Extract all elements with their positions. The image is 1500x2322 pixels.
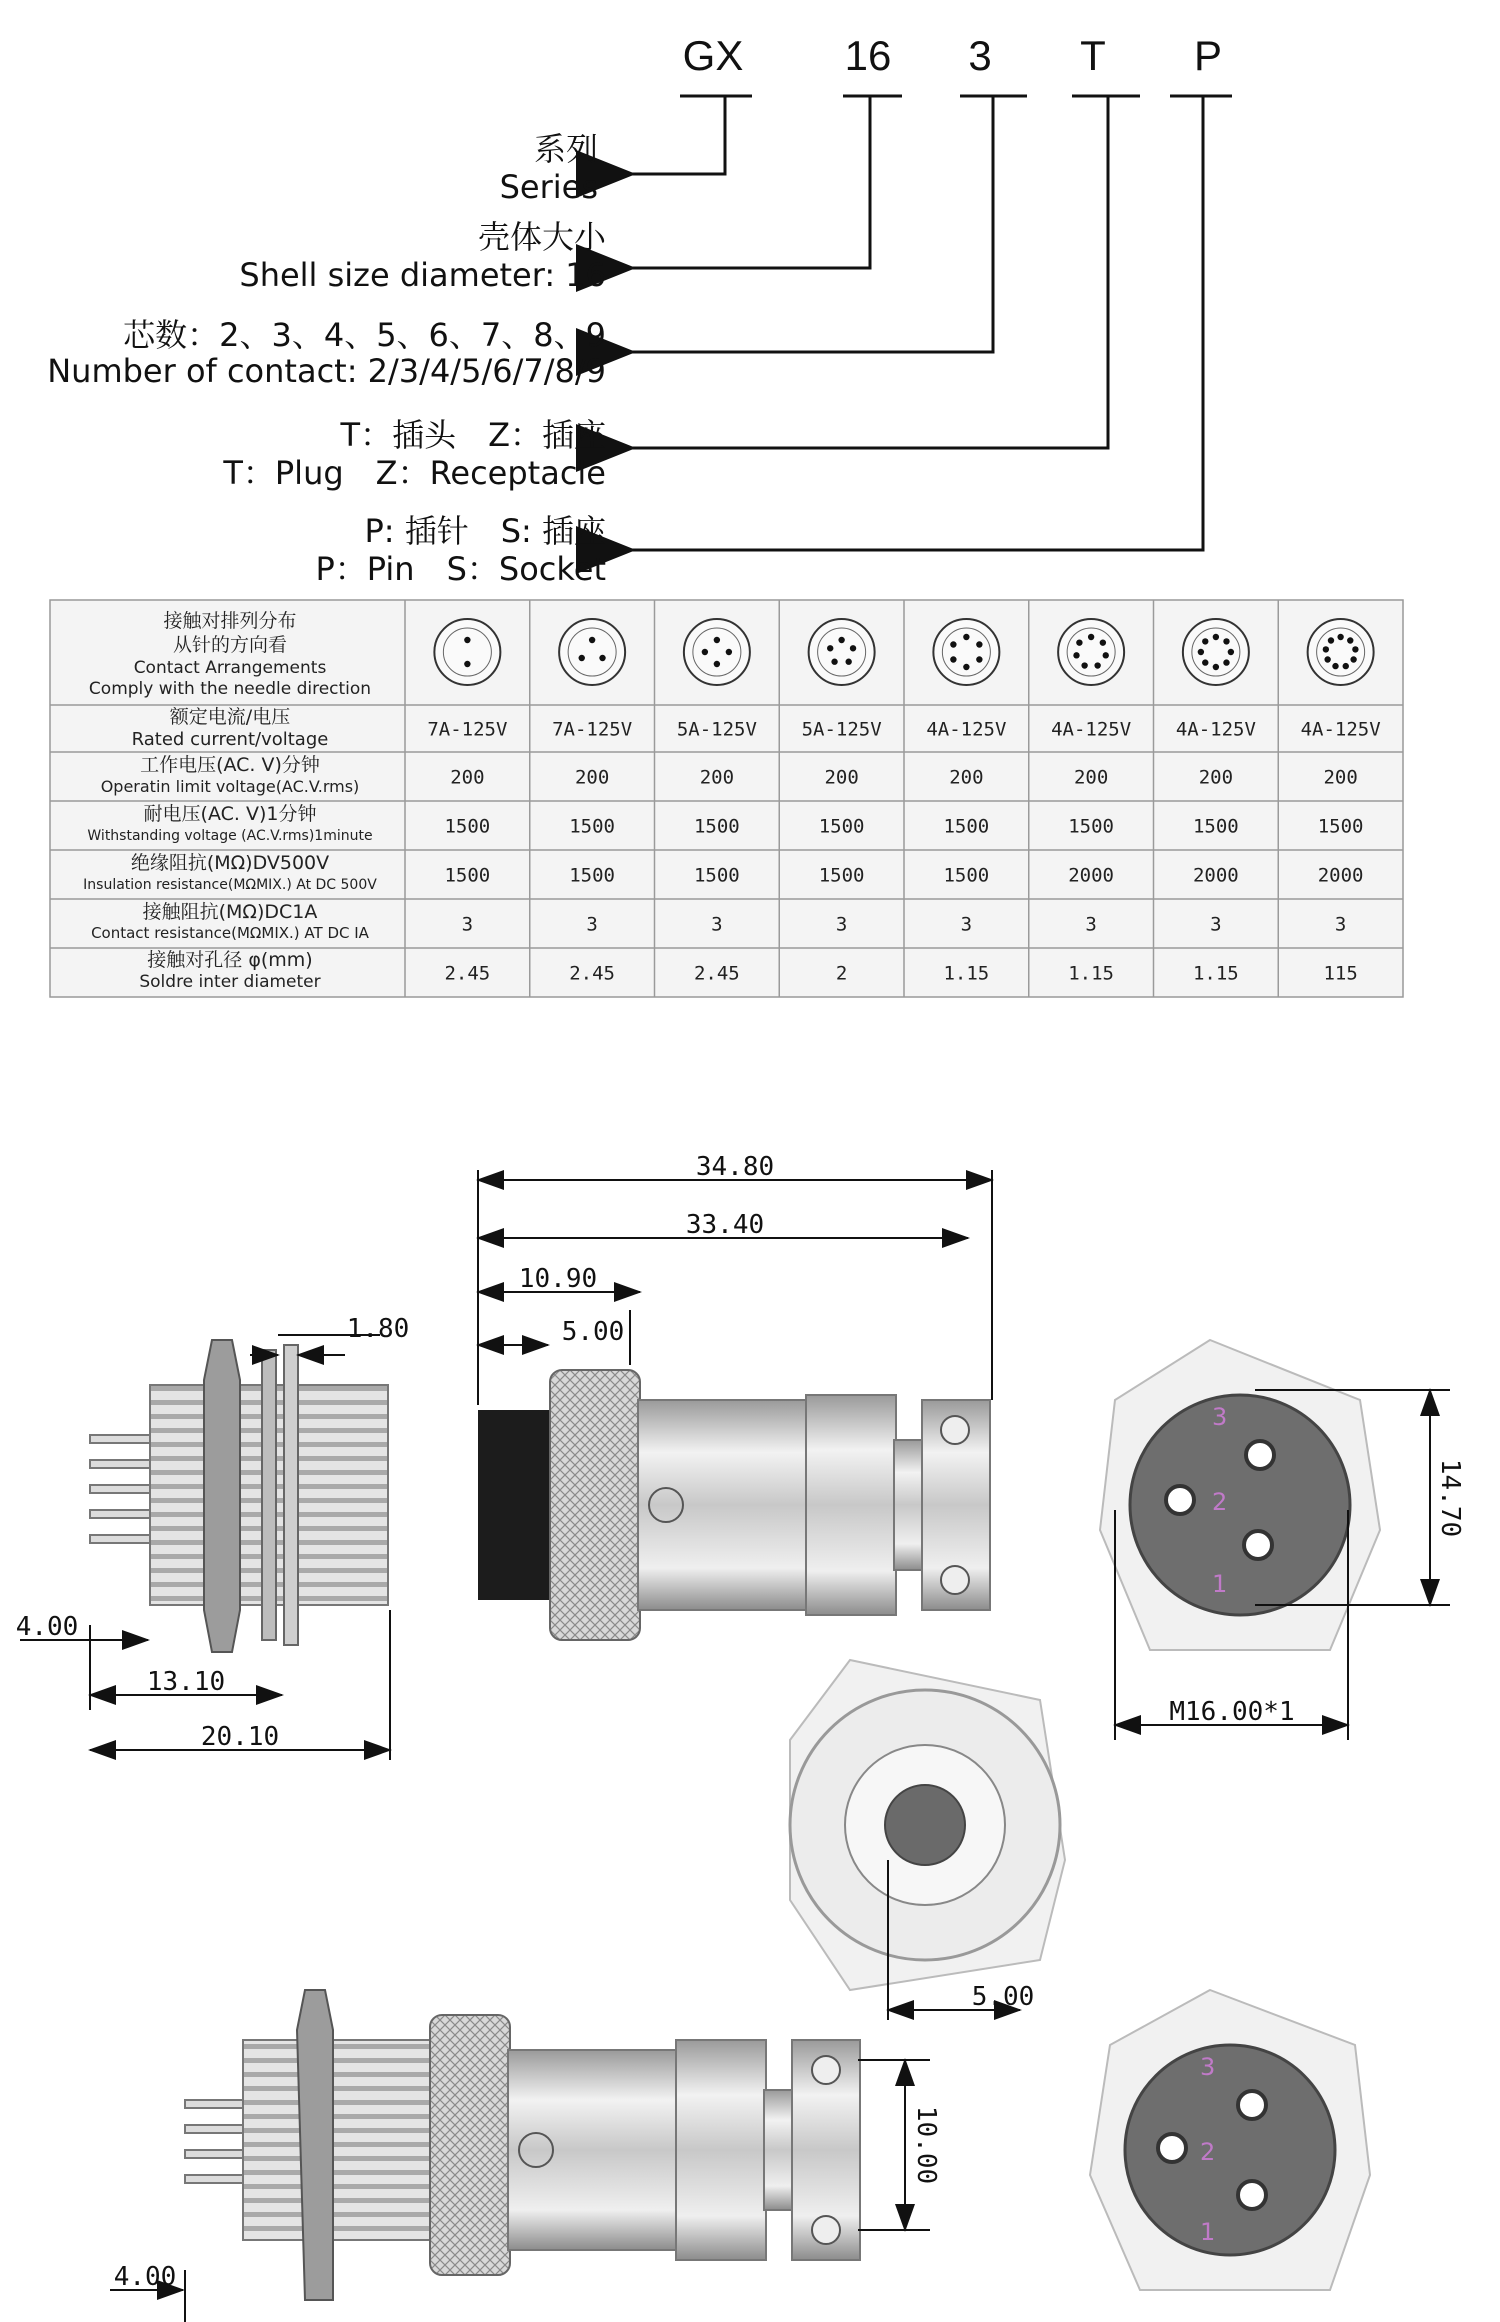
contact-arrangement-8-pin-icon xyxy=(1183,619,1249,685)
contact-arrangement-5-pin-icon xyxy=(809,619,875,685)
header-arrangement-en: Contact Arrangements xyxy=(133,658,327,678)
face-pin-2 xyxy=(1166,1486,1194,1514)
header-solder-en: Soldre inter diameter xyxy=(139,972,321,992)
spec-cell: 1.15 xyxy=(943,962,990,985)
receptacle-side-view xyxy=(90,1340,388,1652)
contact-arrangement-9-pin-icon xyxy=(1308,619,1374,685)
spec-cell: 1500 xyxy=(1068,815,1115,838)
code-explanations xyxy=(47,130,607,588)
dim-plug-diameter: 10.00 xyxy=(911,2105,941,2185)
bottom-pin-label-1: 1 xyxy=(1200,2218,1216,2246)
code-contacts: 3 xyxy=(968,32,992,79)
bottom-collar xyxy=(676,2040,766,2260)
contact-arrangement-4-pin-icon xyxy=(684,619,750,685)
bottom-pin-label-3: 3 xyxy=(1200,2053,1216,2081)
spec-cell: 1500 xyxy=(818,815,865,838)
spec-cell: 3 xyxy=(586,913,598,936)
series-label-cn: 系列 xyxy=(533,130,598,168)
spec-cell: 200 xyxy=(949,766,984,789)
plug-knurled-nut xyxy=(550,1370,640,1640)
spec-cell: 1500 xyxy=(1317,815,1364,838)
bottom-solder-pins xyxy=(185,2100,245,2183)
header-contact-res-en: Contact resistance(MΩMIX.) AT DC IA xyxy=(91,924,369,942)
contacts-label-en: Number of contact: 2/3/4/5/6/7/8/9 xyxy=(47,352,606,390)
code-series: GX xyxy=(682,32,744,79)
spec-cell: 2000 xyxy=(1317,864,1364,887)
header-contact-res-cn: 接触阻抗(MΩ)DC1A xyxy=(142,901,318,923)
header-rated-cn: 额定电流/电压 xyxy=(169,706,291,728)
spec-cell: 1500 xyxy=(569,864,616,887)
type-label-en: T：Plug Z：Receptacle xyxy=(223,454,606,492)
face-pin-label-1: 1 xyxy=(1212,1570,1228,1598)
spec-cell: 7A-125V xyxy=(552,718,633,741)
spec-cell: 3 xyxy=(1085,913,1097,936)
header-operating-en: Operatin limit voltage(AC.V.rms) xyxy=(100,777,360,796)
contact-arrangement-3-pin-icon xyxy=(559,619,625,685)
header-operating-cn: 工作电压(AC. V)分钟 xyxy=(140,754,320,776)
plug-collar xyxy=(806,1395,896,1615)
socket-face-view xyxy=(790,1660,1065,1990)
spec-cell: 4A-125V xyxy=(1051,718,1132,741)
bottom-neck xyxy=(764,2090,794,2210)
spec-cell: 2000 xyxy=(1068,864,1115,887)
plug-cable-end xyxy=(478,1410,558,1600)
spec-cell: 2.45 xyxy=(444,962,491,985)
spec-cell: 200 xyxy=(699,766,735,789)
spec-cell: 2.45 xyxy=(569,962,616,985)
dim-receptacle-length: 20.10 xyxy=(200,1722,280,1752)
dim-bottom-pin-protrusion: 4.00 xyxy=(113,2262,177,2292)
header-insulation-cn: 绝缘阻抗(MΩ)DV500V xyxy=(130,852,330,874)
header-withstand-en: Withstanding voltage (AC.V.rms)1minute xyxy=(87,828,373,844)
spec-cell: 200 xyxy=(1323,766,1358,789)
spec-cell: 200 xyxy=(1198,766,1234,789)
socket-core xyxy=(885,1785,965,1865)
clamp-screw-bottom-icon xyxy=(941,1566,969,1594)
spec-cell: 1500 xyxy=(569,815,616,838)
spec-cell: 1500 xyxy=(818,864,865,887)
bottom-clamp-screw-top-icon xyxy=(812,2056,840,2084)
header-rated-en: Rated current/voltage xyxy=(131,729,329,750)
dim-face-height: 14.70 xyxy=(1435,1458,1465,1538)
header-arrangement-cn: 接触对排列分布 xyxy=(163,610,297,632)
bottom-clamp-screw-bottom-icon xyxy=(812,2216,840,2244)
code-type: T xyxy=(1080,32,1106,79)
spec-cell: 1500 xyxy=(943,864,990,887)
dim-hex-offset: 5.00 xyxy=(971,1982,1035,2012)
contact-arrangement-7-pin-icon xyxy=(1058,619,1124,685)
pin-label-cn: P: 插针 S: 插座 xyxy=(364,512,606,550)
header-solder-cn: 接触对孔径 φ(mm) xyxy=(147,949,313,971)
receptacle-hex-nut xyxy=(204,1340,240,1652)
dim-overall-length: 34.80 xyxy=(695,1152,775,1182)
spec-cell: 200 xyxy=(824,766,859,789)
spec-cell: 1500 xyxy=(1192,815,1239,838)
face-pin-1 xyxy=(1244,1531,1272,1559)
receptacle-solder-pins xyxy=(90,1435,152,1543)
spec-cell: 3 xyxy=(1210,913,1222,936)
type-label-cn: T：插头 Z：插座 xyxy=(340,416,606,454)
shell-label-cn: 壳体大小 xyxy=(477,218,606,256)
dim-pin-protrusion: 4.00 xyxy=(15,1612,79,1642)
contacts-label-cn: 芯数：2、3、4、5、6、7、8、9 xyxy=(123,316,606,354)
header-arrangement-cn2: 从针的方向看 xyxy=(172,634,288,656)
series-label-en: Series xyxy=(499,168,598,206)
spec-table xyxy=(50,600,1403,997)
spec-cell: 200 xyxy=(574,766,610,789)
spec-cell: 115 xyxy=(1323,962,1358,985)
spec-cell: 1500 xyxy=(444,864,491,887)
dim-body-length: 33.40 xyxy=(685,1210,765,1240)
dim-nut-length: 10.90 xyxy=(518,1264,598,1294)
plug-face-view xyxy=(1100,1340,1380,1650)
header-insulation-en: Insulation resistance(MΩMIX.) At DC 500V xyxy=(83,877,377,893)
bottom-hex-nut xyxy=(297,1990,333,2300)
plug-neck xyxy=(894,1440,924,1570)
spec-cell: 2 xyxy=(835,962,848,985)
face-pin-3 xyxy=(1246,1441,1274,1469)
code-shell-size: 16 xyxy=(844,32,892,79)
pin-label-en: P：Pin S：Socket xyxy=(315,550,606,588)
spec-cell: 3 xyxy=(960,913,973,936)
dim-thread-length: 13.10 xyxy=(146,1667,226,1697)
face-pin-label-3: 3 xyxy=(1212,1403,1228,1431)
contact-arrangement-6-pin-icon xyxy=(933,619,999,685)
shell-label-en: Shell size diameter: 16 xyxy=(239,256,606,294)
spec-cell: 3 xyxy=(461,913,474,936)
bottom-face-pin-2 xyxy=(1158,2134,1186,2162)
bottom-face-pin-1 xyxy=(1238,2181,1266,2209)
bottom-thread xyxy=(243,2040,433,2240)
spec-cell: 4A-125V xyxy=(1175,718,1256,741)
spec-cell: 3 xyxy=(1334,913,1347,936)
plug-side-view xyxy=(478,1370,990,1640)
dim-thread-spec: M16.00*1 xyxy=(1169,1697,1295,1727)
spec-cell: 1500 xyxy=(943,815,990,838)
spec-cell: 1500 xyxy=(693,815,740,838)
receptacle-washer xyxy=(284,1345,298,1645)
spec-cell: 1500 xyxy=(444,815,491,838)
contact-arrangement-2-pin-icon xyxy=(434,619,500,685)
face-pin-label-2: 2 xyxy=(1212,1488,1228,1516)
spec-cell: 2.45 xyxy=(693,962,740,985)
spec-cell: 7A-125V xyxy=(427,718,508,741)
spec-cell: 200 xyxy=(1073,766,1109,789)
bottom-assembly-view xyxy=(185,1990,1370,2300)
spec-cell: 3 xyxy=(835,913,848,936)
face-insert xyxy=(1130,1395,1350,1615)
spec-cell: 4A-125V xyxy=(1300,718,1381,741)
spec-cell: 3 xyxy=(711,913,723,936)
dim-flange-thickness: 1.80 xyxy=(346,1314,410,1344)
bottom-body xyxy=(508,2050,678,2250)
bottom-pin-label-2: 2 xyxy=(1200,2138,1216,2166)
spec-cell: 1500 xyxy=(693,864,740,887)
bottom-face-pin-3 xyxy=(1238,2091,1266,2119)
receptacle-flange xyxy=(262,1350,276,1640)
spec-cell: 1.15 xyxy=(1192,962,1239,985)
spec-cell: 200 xyxy=(450,766,485,789)
leader-lines xyxy=(630,96,1203,550)
bottom-knurled-nut xyxy=(430,2015,510,2275)
part-code xyxy=(630,32,1232,550)
spec-cell: 2000 xyxy=(1192,864,1239,887)
header-arrangement-en2: Comply with the needle direction xyxy=(88,679,372,699)
plug-body xyxy=(638,1400,808,1610)
spec-cell: 4A-125V xyxy=(926,718,1007,741)
dim-knurl-offset: 5.00 xyxy=(561,1317,625,1347)
header-withstand-cn: 耐电压(AC. V)1分钟 xyxy=(143,803,317,825)
clamp-screw-top-icon xyxy=(941,1416,969,1444)
spec-cell: 1.15 xyxy=(1068,962,1115,985)
spec-cell: 5A-125V xyxy=(801,718,882,741)
code-pin-socket: P xyxy=(1193,32,1223,79)
spec-cell: 5A-125V xyxy=(676,718,757,741)
